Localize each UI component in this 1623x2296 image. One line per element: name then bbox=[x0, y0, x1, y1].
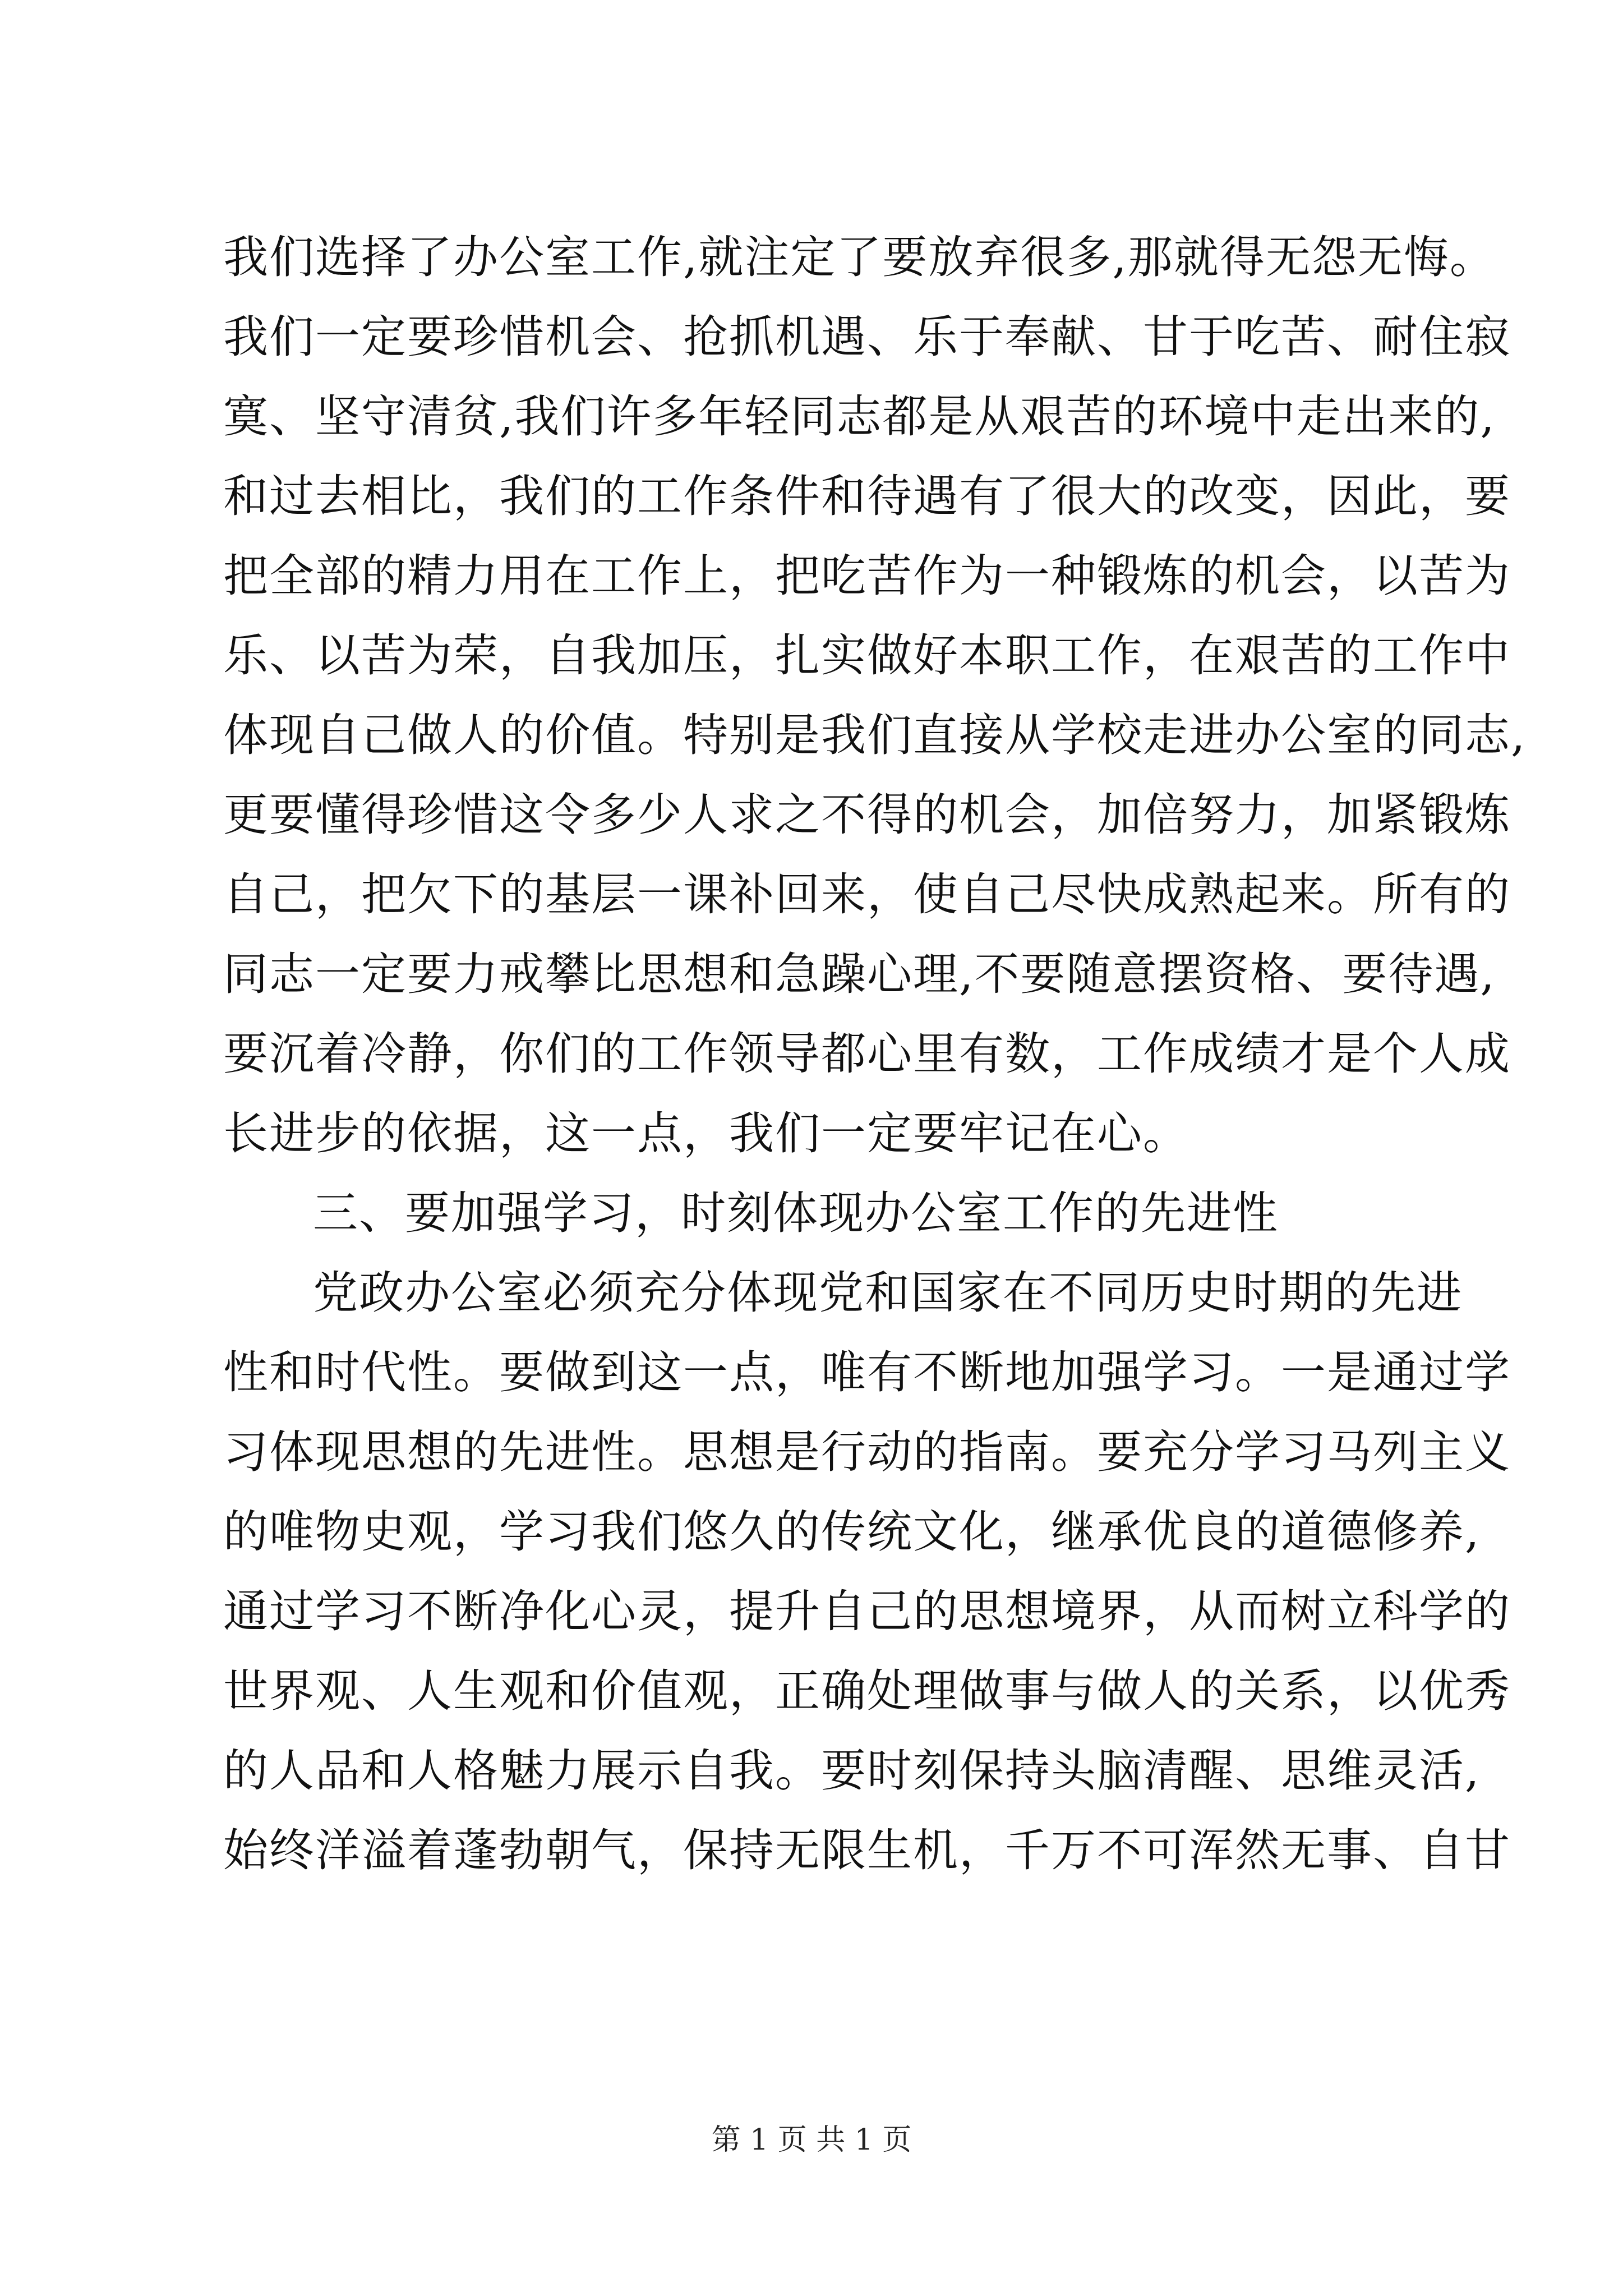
text-line: 党政办公室必须充分体现党和国家在不同历史时期的先进 bbox=[313, 1267, 1463, 1319]
text-line: 乐、以苦为荣，自我加压，扎实做好本职工作，在艰苦的工作中 bbox=[223, 629, 1511, 682]
text-line: 体现自己做人的价值。特别是我们直接从学校走进办公室的同志, bbox=[223, 709, 1527, 761]
text-line: 更要懂得珍惜这令多少人求之不得的机会，加倍努力，加紧锻炼 bbox=[223, 789, 1511, 841]
text-line: 世界观、人生观和价值观，正确处理做事与做人的关系，以优秀 bbox=[223, 1665, 1511, 1717]
text-line: 把全部的精力用在工作上，把吃苦作为一种锻炼的机会，以苦为 bbox=[223, 550, 1511, 602]
text-line: 同志一定要力戒攀比思想和急躁心理,不要随意摆资格、要待遇, bbox=[223, 948, 1496, 1000]
text-line: 始终洋溢着蓬勃朝气，保持无限生机，千万不可浑然无事、自甘 bbox=[223, 1824, 1511, 1876]
text-line: 和过去相比，我们的工作条件和待遇有了很大的改变，因此，要 bbox=[223, 470, 1511, 522]
text-line: 习体现思想的先进性。思想是行动的指南。要充分学习马列主义 bbox=[223, 1426, 1511, 1478]
text-line: 的人品和人格魅力展示自我。要时刻保持头脑清醒、思维灵活, bbox=[223, 1745, 1481, 1797]
text-line: 我们选择了办公室工作,就注定了要放弃很多,那就得无怨无悔。 bbox=[223, 231, 1496, 283]
text-line: 自己，把欠下的基层一课补回来，使自己尽快成熟起来。所有的 bbox=[223, 868, 1511, 921]
section-heading: 三、要加强学习，时刻体现办公室工作的先进性 bbox=[313, 1187, 1279, 1239]
text-line: 性和时代性。要做到这一点，唯有不断地加强学习。一是通过学 bbox=[223, 1346, 1511, 1398]
text-line: 我们一定要珍惜机会、抢抓机遇、乐于奉献、甘于吃苦、耐住寂 bbox=[223, 311, 1511, 363]
text-line: 寞、坚守清贫,我们许多年轻同志都是从艰苦的环境中走出来的, bbox=[223, 390, 1496, 443]
text-line: 要沉着冷静，你们的工作领导都心里有数，工作成绩才是个人成 bbox=[223, 1028, 1511, 1080]
page-footer: 第 1 页 共 1 页 bbox=[711, 2123, 912, 2157]
text-line: 的唯物史观，学习我们悠久的传统文化，继承优良的道德修养, bbox=[223, 1506, 1481, 1558]
body-text bbox=[223, 218, 1527, 1890]
text-line: 长进步的依据，这一点，我们一定要牢记在心。 bbox=[223, 1107, 1189, 1159]
text-line: 通过学习不断净化心灵，提升自己的思想境界，从而树立科学的 bbox=[223, 1585, 1511, 1637]
